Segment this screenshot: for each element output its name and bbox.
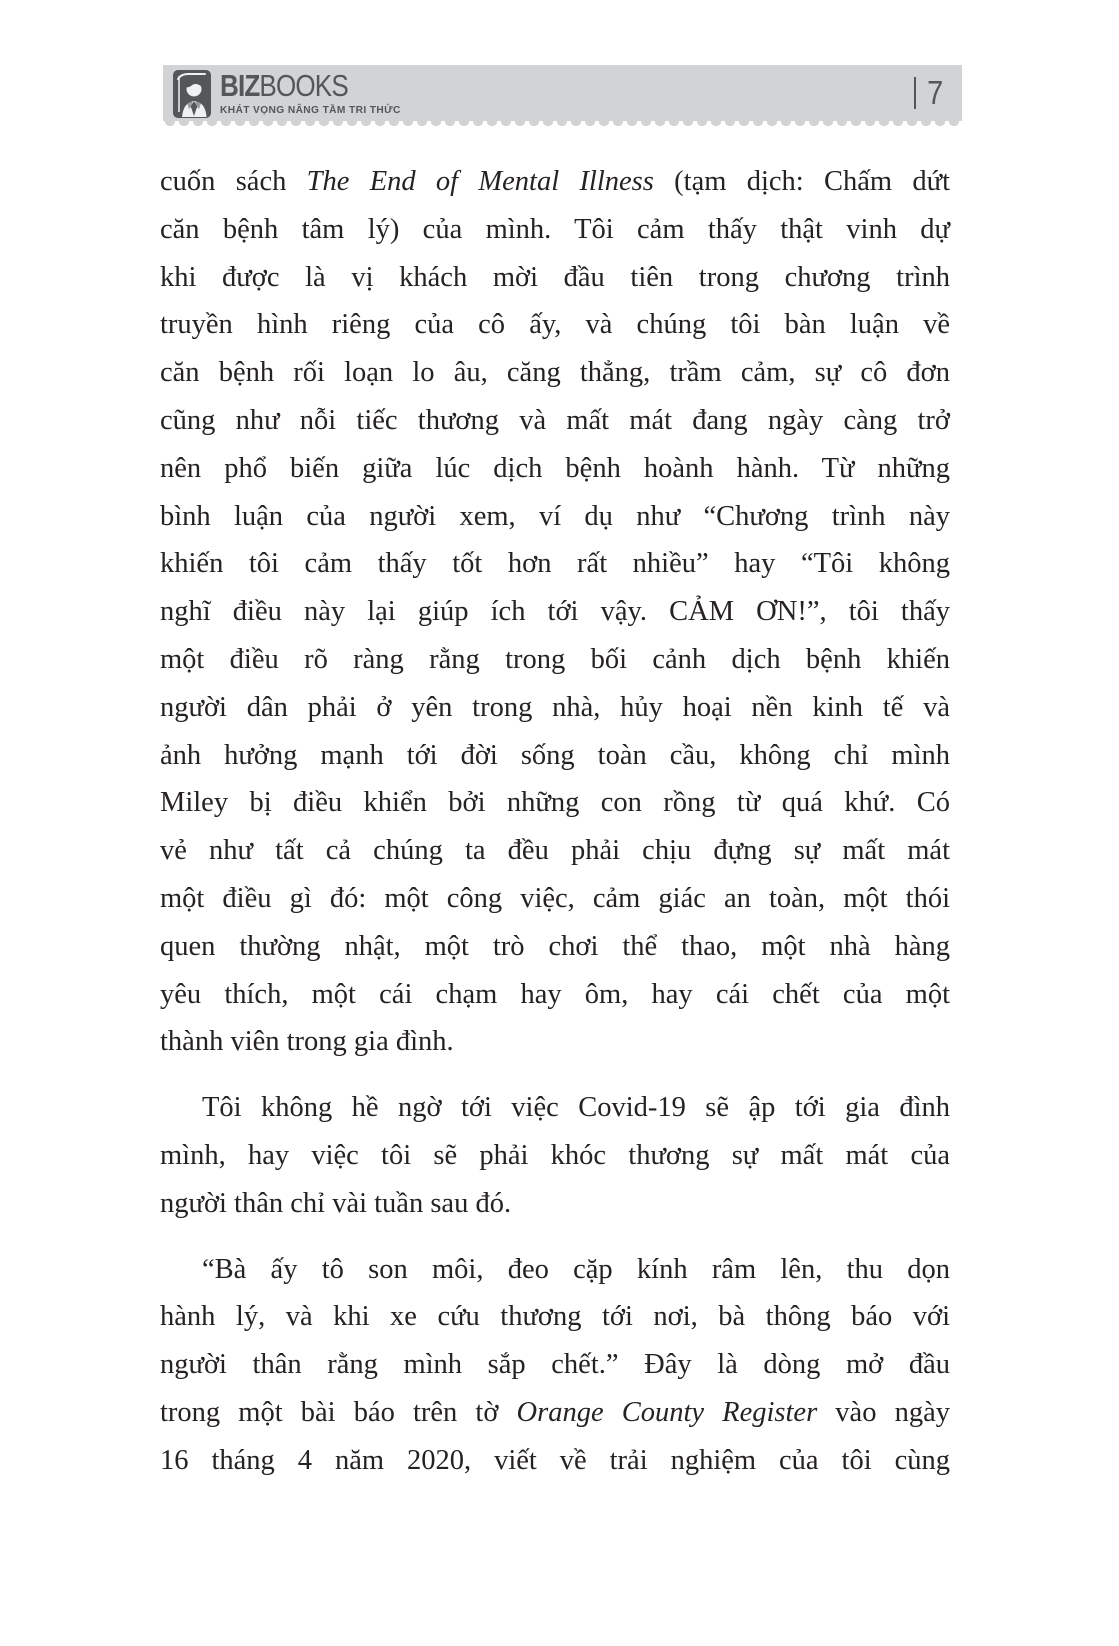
- body-text: người thân rằng mình sắp chết.” Đây là dòng mở đầu: [160, 1349, 950, 1381]
- paragraph: [160, 158, 950, 1066]
- body-text: nên phổ biến giữa lúc dịch bệnh hoành hành. Từ những: [160, 452, 950, 484]
- body-text: một điều rõ ràng rằng trong bối cảnh dịch bệnh khiến: [160, 643, 950, 675]
- italic-title-text: The End of Mental Illness: [306, 166, 654, 197]
- text-line: [160, 206, 950, 254]
- text-line: [160, 1018, 950, 1066]
- text-line: [160, 827, 950, 875]
- text-line: [160, 1246, 950, 1294]
- body-text: cũng như nỗi tiếc thương và mất mát đang ngày càng trở: [160, 404, 950, 436]
- text-line: [160, 1084, 950, 1132]
- body-text: người thân chỉ vài tuần sau đó.: [160, 1187, 512, 1219]
- text-line: [160, 301, 950, 349]
- text-line: [160, 636, 950, 684]
- text-line: [160, 493, 950, 541]
- text-line: [160, 971, 950, 1019]
- paragraph: [160, 1084, 950, 1227]
- text-line: [160, 445, 950, 493]
- body-text: căn bệnh tâm lý) của mình. Tôi cảm thấy thật vinh dự: [160, 213, 950, 245]
- body-text: Tôi không hề ngờ tới việc Covid-19 sẽ ập tới gia đình: [202, 1092, 950, 1124]
- text-line: [160, 1389, 950, 1437]
- text-line: [160, 779, 950, 827]
- brand-tagline: KHÁT VỌNG NÂNG TẦM TRI THỨC: [220, 103, 401, 116]
- body-text: cuốn sách: [160, 166, 307, 197]
- text-line: [160, 1132, 950, 1180]
- text-line: [160, 1180, 950, 1228]
- text-line: [160, 875, 950, 923]
- text-line: [160, 254, 950, 302]
- body-text: vào ngày: [817, 1396, 950, 1428]
- book-figure-icon: [173, 70, 211, 118]
- brand-name: [220, 67, 377, 103]
- text-line: [160, 1293, 950, 1341]
- body-text: “Bà ấy tô son môi, đeo cặp kính râm lên, thu dọn: [202, 1253, 950, 1285]
- text-line: [160, 684, 950, 732]
- text-line: [160, 540, 950, 588]
- body-text: mình, hay việc tôi sẽ phải khóc thương sự mất mát của: [160, 1139, 950, 1171]
- page-number-separator: [914, 77, 916, 109]
- body-text: căn bệnh rối loạn lo âu, căng thẳng, trầm cảm, sự cô đơn: [160, 357, 950, 389]
- body-text: thành viên trong gia đình.: [160, 1026, 454, 1058]
- text-line: [160, 732, 950, 780]
- header-scallop-edge: [163, 121, 962, 128]
- body-text: nghĩ điều này lại giúp ích tới vậy. CẢM ƠN!”, tôi thấy: [160, 596, 950, 628]
- page-body: [160, 158, 950, 1485]
- body-text: vẻ như tất cả chúng ta đều phải chịu đựng sự mất mát: [160, 835, 950, 867]
- text-line: [160, 158, 950, 206]
- text-line: [160, 588, 950, 636]
- body-text: hành lý, và khi xe cứu thương tới nơi, bà thông báo với: [160, 1301, 950, 1333]
- page-number-group: [914, 74, 944, 112]
- page-header-band: [163, 65, 962, 121]
- body-text: ảnh hưởng mạnh tới đời sống toàn cầu, không chỉ mình: [160, 739, 950, 771]
- text-line: [160, 397, 950, 445]
- text-line: [160, 923, 950, 971]
- page-number: 7: [926, 74, 943, 111]
- text-line: [160, 1437, 950, 1485]
- body-text: khiến tôi cảm thấy tốt hơn rất nhiều” hay “Tôi không: [160, 548, 950, 580]
- body-text: yêu thích, một cái chạm hay ôm, hay cái chết của một: [160, 978, 950, 1010]
- italic-title-text: Orange County Register: [516, 1396, 818, 1428]
- body-text: người dân phải ở yên trong nhà, hủy hoại nền kinh tế và: [160, 691, 950, 723]
- body-text: bình luận của người xem, ví dụ như “Chương trình này: [160, 500, 950, 532]
- text-line: [160, 1341, 950, 1389]
- body-text: truyền hình riêng của cô ấy, và chúng tôi bàn luận về: [160, 309, 950, 341]
- brand-biz: BIZ: [220, 67, 260, 103]
- brand-books: BOOKS: [259, 67, 348, 103]
- paragraph: [160, 1246, 950, 1485]
- bizbooks-logo: [173, 69, 406, 118]
- body-text: trong một bài báo trên tờ: [160, 1396, 517, 1428]
- body-text: khi được là vị khách mời đầu tiên trong chương trình: [160, 261, 950, 293]
- text-line: [160, 349, 950, 397]
- body-text: một điều gì đó: một công việc, cảm giác an toàn, một thói: [160, 882, 950, 914]
- body-text: (tạm dịch: Chấm dứt: [653, 166, 950, 197]
- body-text: 16 tháng 4 năm 2020, viết về trải nghiệm của tôi cùng: [160, 1444, 950, 1476]
- body-text: Miley bị điều khiển bởi những con rồng từ quá khứ. Có: [160, 787, 950, 819]
- body-text: quen thường nhật, một trò chơi thể thao, một nhà hàng: [160, 930, 950, 962]
- brand-text: [220, 67, 406, 116]
